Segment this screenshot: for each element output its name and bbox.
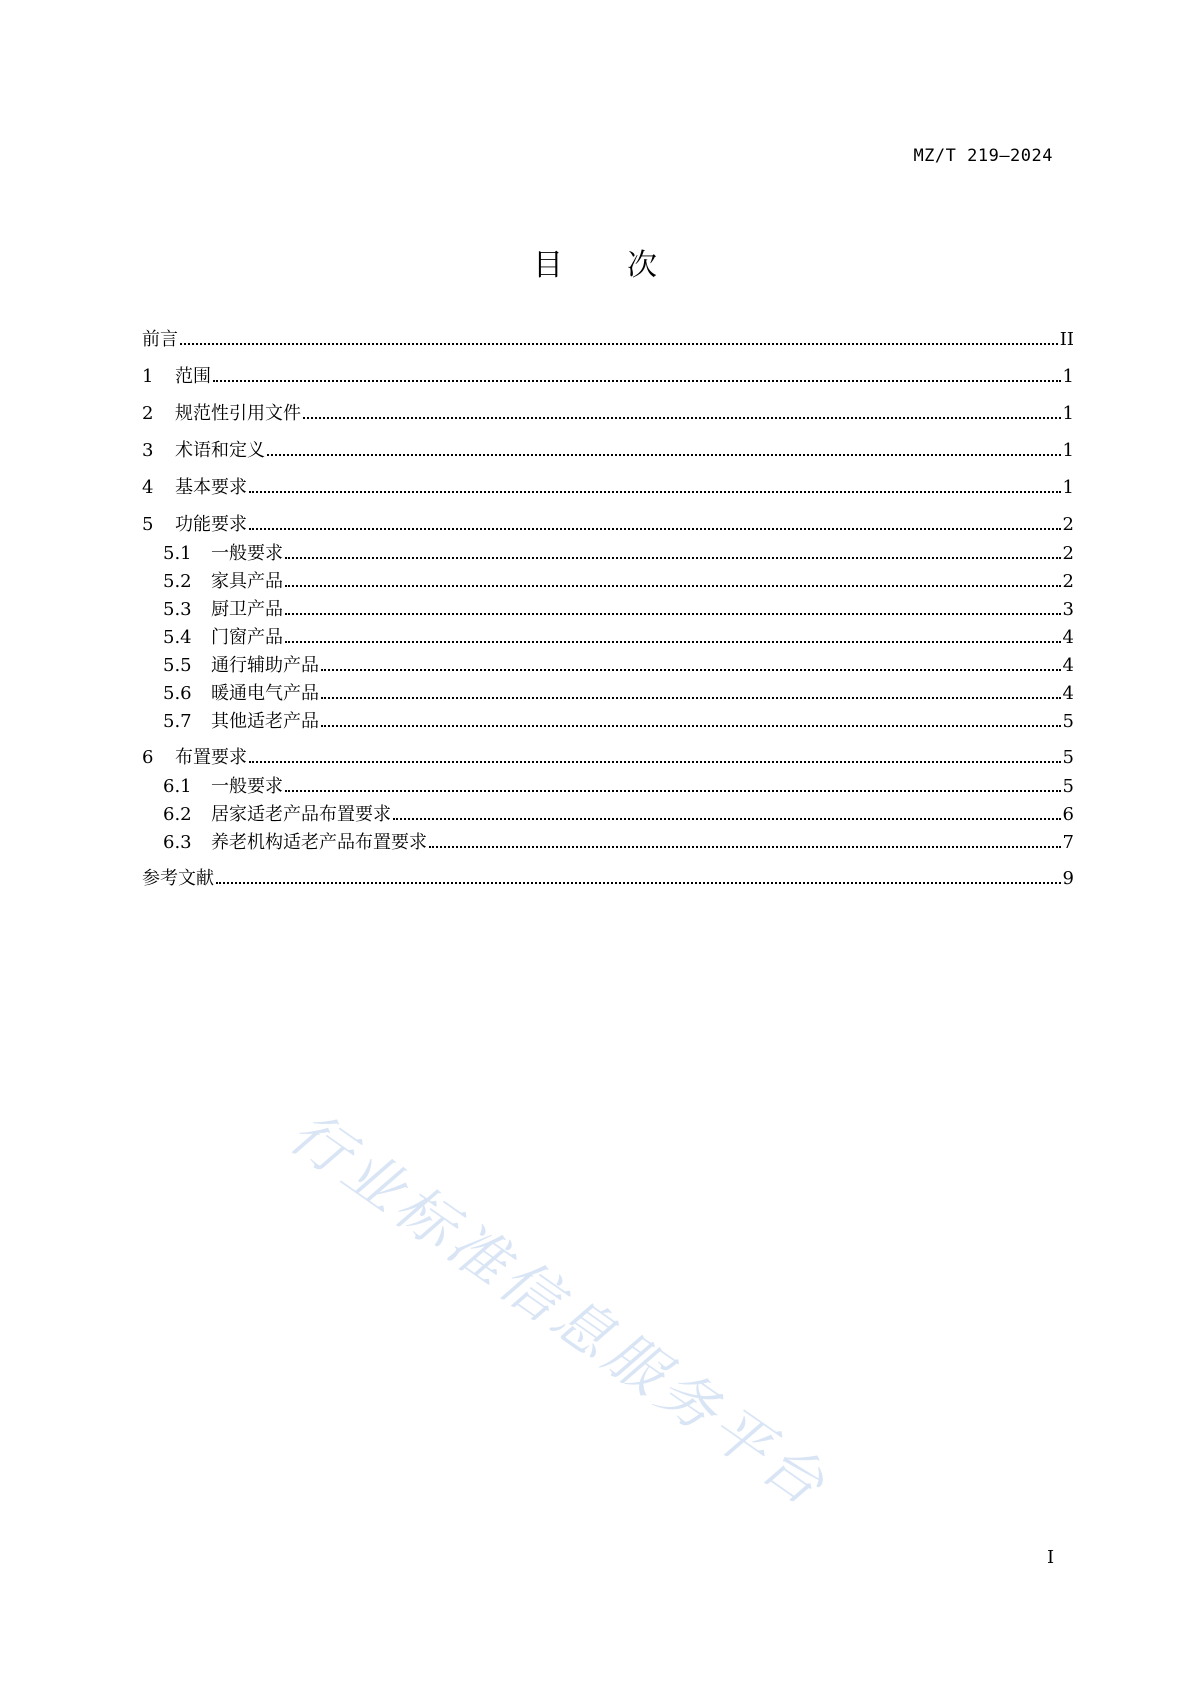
toc-entry-page: 9 (1062, 868, 1074, 889)
toc-entry[interactable] (142, 439, 1074, 463)
toc-entry[interactable] (142, 328, 1074, 352)
toc-entry[interactable] (142, 476, 1074, 500)
toc-entry-label: 一般要求 (211, 543, 283, 564)
toc-entry-number: 5.7 (163, 711, 192, 732)
toc-entry-label: 家具产品 (211, 571, 283, 592)
toc-dot-leader (285, 556, 1061, 559)
toc-entry-page: 1 (1062, 366, 1074, 387)
toc-entry[interactable] (142, 402, 1074, 426)
toc-dot-leader (393, 817, 1061, 820)
toc-entry-page: 6 (1062, 804, 1074, 825)
toc-entry[interactable] (142, 365, 1074, 389)
toc-title-char-1: 目 (533, 248, 563, 283)
toc-entry-label: 功能要求 (175, 514, 247, 535)
toc-entry-label: 布置要求 (175, 747, 247, 768)
toc-entry-label: 居家适老产品布置要求 (211, 804, 391, 825)
toc-entry-page: 5 (1062, 711, 1074, 732)
toc-entry-page: 5 (1062, 776, 1074, 797)
toc-entry-page: 2 (1062, 571, 1074, 592)
toc-entry-label: 通行辅助产品 (211, 655, 319, 676)
toc-entry[interactable] (142, 803, 1074, 827)
toc-entry-label: 基本要求 (175, 477, 247, 498)
toc-dot-leader (285, 612, 1061, 615)
toc-entry[interactable] (142, 570, 1074, 594)
toc-dot-leader (285, 584, 1061, 587)
toc-entry-label: 术语和定义 (175, 440, 265, 461)
toc-entry-number: 4 (142, 477, 154, 498)
toc-entry-number: 5.5 (163, 655, 192, 676)
toc-entry-label: 参考文献 (142, 868, 214, 889)
toc-dot-leader (249, 527, 1061, 530)
toc-entry[interactable] (142, 775, 1074, 799)
toc-entry[interactable] (142, 682, 1074, 706)
toc-entry[interactable] (142, 654, 1074, 678)
toc-entry-label: 范围 (175, 366, 211, 387)
toc-entry-number: 6.1 (163, 776, 192, 797)
toc-entry-number: 6 (142, 747, 154, 768)
toc-entry-number: 5 (142, 514, 154, 535)
toc-dot-leader (429, 845, 1061, 848)
toc-entry[interactable] (142, 542, 1074, 566)
toc-entry-number: 5.3 (163, 599, 192, 620)
toc-entry-page: 4 (1062, 683, 1074, 704)
toc-entry-label: 一般要求 (211, 776, 283, 797)
toc-title-char-2: 次 (627, 248, 657, 283)
toc-entry-page: 2 (1062, 514, 1074, 535)
toc-entry-page: 7 (1062, 832, 1074, 853)
toc-dot-leader (321, 724, 1061, 727)
toc-dot-leader (249, 490, 1061, 493)
toc-dot-leader (285, 640, 1061, 643)
page-number: I (1047, 1547, 1055, 1568)
toc-entry-page: 3 (1062, 599, 1074, 620)
toc-dot-leader (180, 342, 1058, 345)
toc-entry-number: 5.1 (163, 543, 192, 564)
toc-entry-label: 门窗产品 (211, 627, 283, 648)
watermark: 行业标准信息服务平台 (277, 1098, 841, 1522)
toc-entry-page: 4 (1062, 627, 1074, 648)
toc-entry-page: 5 (1062, 747, 1074, 768)
toc-entry-number: 6.2 (163, 804, 192, 825)
toc-entry-page: II (1059, 329, 1074, 350)
toc-dot-leader (267, 453, 1061, 456)
toc-entry-label: 养老机构适老产品布置要求 (211, 832, 427, 853)
toc-entry-label: 暖通电气产品 (211, 683, 319, 704)
toc-title (0, 240, 1190, 284)
toc-dot-leader (285, 789, 1061, 792)
toc-dot-leader (303, 416, 1061, 419)
toc-entry-number: 6.3 (163, 832, 192, 853)
toc-entry[interactable] (142, 831, 1074, 855)
toc-entry-page: 1 (1062, 440, 1074, 461)
toc-entry-number: 5.2 (163, 571, 192, 592)
toc-entry-number: 1 (142, 366, 154, 387)
toc-entry[interactable] (142, 710, 1074, 734)
table-of-contents (142, 328, 1074, 891)
document-code: MZ/T 219—2024 (913, 146, 1053, 166)
toc-entry-page: 4 (1062, 655, 1074, 676)
toc-entry[interactable] (142, 513, 1074, 537)
toc-entry-label: 前言 (142, 329, 178, 350)
toc-entry-label: 厨卫产品 (211, 599, 283, 620)
toc-dot-leader (321, 668, 1061, 671)
toc-dot-leader (213, 379, 1061, 382)
toc-entry-number: 2 (142, 403, 154, 424)
toc-dot-leader (216, 881, 1061, 884)
toc-entry[interactable] (142, 746, 1074, 770)
toc-dot-leader (249, 760, 1061, 763)
toc-entry-page: 1 (1062, 403, 1074, 424)
toc-entry-label: 其他适老产品 (211, 711, 319, 732)
toc-entry[interactable] (142, 598, 1074, 622)
toc-entry-page: 1 (1062, 477, 1074, 498)
toc-entry-label: 规范性引用文件 (175, 403, 301, 424)
toc-entry-page: 2 (1062, 543, 1074, 564)
toc-entry[interactable] (142, 626, 1074, 650)
toc-dot-leader (321, 696, 1061, 699)
toc-entry-number: 3 (142, 440, 154, 461)
toc-entry-number: 5.4 (163, 627, 192, 648)
toc-entry-number: 5.6 (163, 683, 192, 704)
toc-entry[interactable] (142, 867, 1074, 891)
